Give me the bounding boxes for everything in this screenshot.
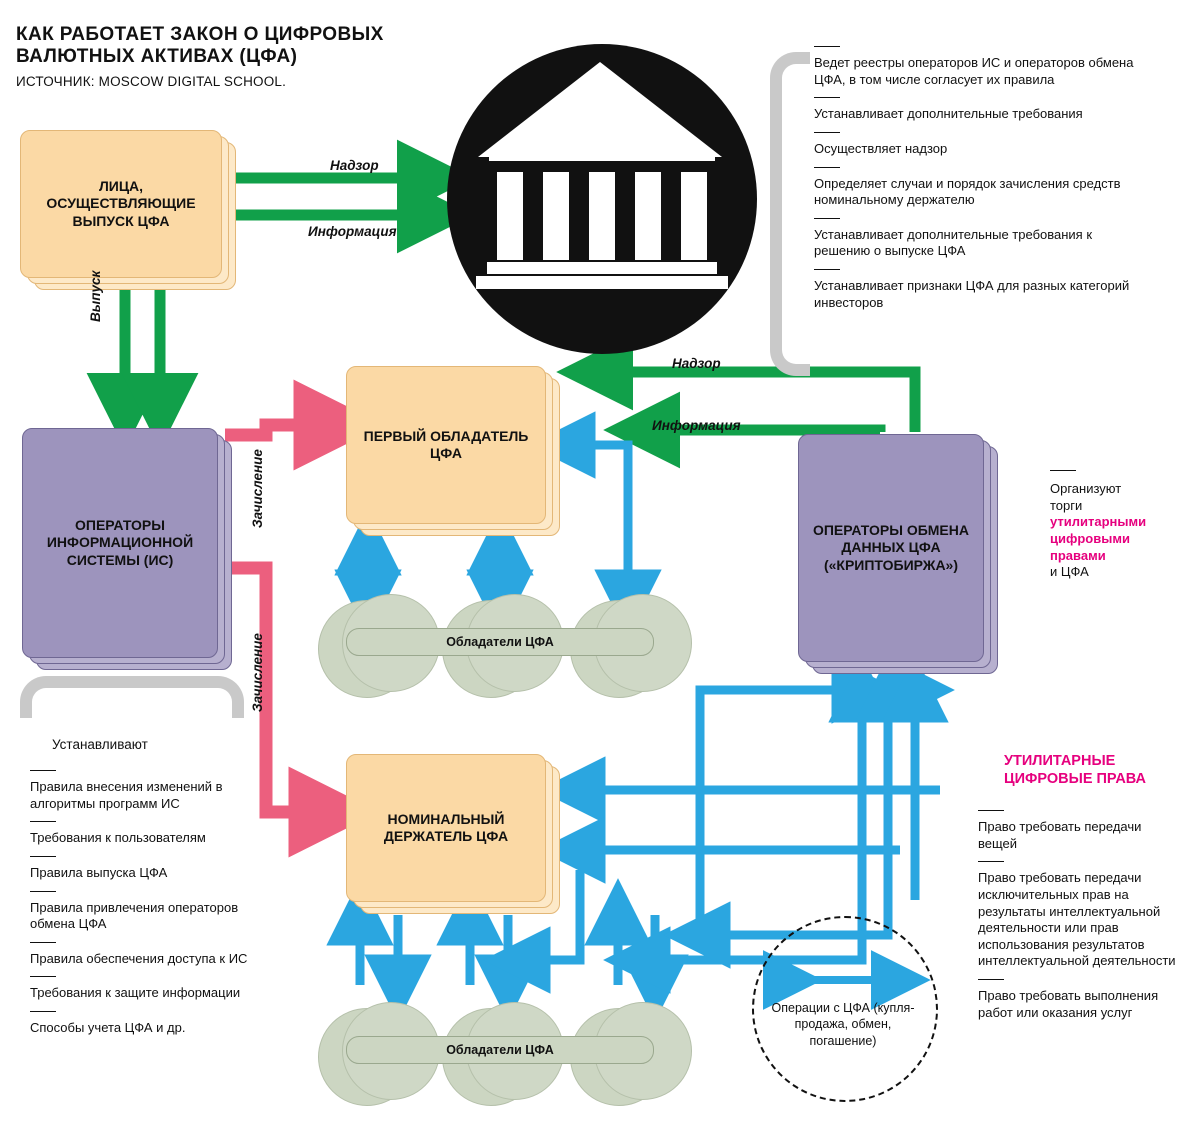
udp-item: Право требовать передачи исключительных прав на результаты интеллектуальной деятельности или прав использования результатов интеллектуальной деятельности (978, 861, 1178, 970)
cb-function-item: Ведет реестры операторов ИС и операторов обмена ЦФА, в том числе согласует их правила (814, 46, 1144, 88)
node-is-operators-label: ОПЕРАТОРЫ ИНФОРМАЦИОННОЙ СИСТЕМЫ (ИС) (46, 516, 194, 568)
flow-label-supervision-top: Надзор (330, 158, 379, 173)
cb-function-item: Устанавливает признаки ЦФА для разных категорий инвесторов (814, 269, 1144, 311)
node-first-owner[interactable] (346, 366, 546, 524)
flow-label-issue: Выпуск (88, 270, 103, 322)
bank-architrave-icon (489, 155, 715, 161)
flow-label-crediting-1: Зачисление (250, 449, 265, 528)
exchange-note (1050, 470, 1180, 590)
flow-label-information-top: Информация (308, 224, 397, 239)
cb-functions-brace (770, 52, 810, 376)
is-rule-item: Требования к пользователям (30, 821, 258, 847)
node-issuers[interactable] (20, 130, 222, 278)
cb-function-item: Определяет случаи и порядок зачисления средств номинальному держателю (814, 167, 1144, 209)
is-rule-item: Требования к защите информации (30, 976, 258, 1002)
operations-text: Операции с ЦФА (купля-продажа, обмен, погашение) (771, 1001, 915, 1048)
bank-roof-icon (478, 62, 722, 157)
flow-label-supervision-right: Надзор (672, 356, 721, 371)
udp-item: Право требовать выполнения работ или оказания услуг (978, 979, 1178, 1021)
node-exchange-operators-label: ОПЕРАТОРЫ ОБМЕНА ДАННЫХ ЦФА («КРИПТОБИРЖА») (812, 521, 969, 573)
exchange-note-highlight: утилитарными цифровыми правами (1050, 514, 1147, 563)
is-rules-list (30, 770, 258, 1046)
is-rules-brace (20, 676, 244, 718)
is-rule-item: Правила внесения изменений в алгоритмы программ ИС (30, 770, 258, 812)
node-nominal-holder-label: НОМИНАЛЬНЫЙ ДЕРЖАТЕЛЬ ЦФА (383, 810, 509, 844)
is-rule-item: Способы учета ЦФА и др. (30, 1011, 258, 1037)
node-is-operators[interactable] (22, 428, 218, 658)
central-bank-label: ЦЕНТРАЛЬНЫЙ БАНК (523, 125, 682, 141)
is-rules-caption-wrap (52, 736, 282, 761)
node-issuers-label: ЛИЦА, ОСУЩЕСТВЛЯЮЩИЕ ВЫПУСК ЦФА (46, 177, 196, 229)
cb-function-item: Устанавливает дополнительные требования к решению о выпуске ЦФА (814, 218, 1144, 260)
is-rules-caption: Устанавливают (52, 737, 148, 752)
flow-label-crediting-2: Зачисление (250, 633, 265, 712)
node-first-owner-label: ПЕРВЫЙ ОБЛАДАТЕЛЬ ЦФА (363, 427, 529, 461)
cb-function-item: Устанавливает дополнительные требования (814, 97, 1144, 123)
owners-bottom-label (346, 1036, 654, 1064)
source-line: ИСТОЧНИК: MOSCOW DIGITAL SCHOOL. (16, 74, 287, 89)
exchange-note-line1: Организуют (1050, 481, 1122, 496)
owners-top-label-text: Обладатели ЦФА (446, 635, 554, 649)
udp-item: Право требовать передачи вещей (978, 810, 1178, 852)
is-rule-item: Правила обеспечения доступа к ИС (30, 942, 258, 968)
is-rule-item: Правила выпуска ЦФА (30, 856, 258, 882)
bank-columns-icon (497, 172, 707, 260)
udp-list (978, 810, 1178, 1030)
node-exchange-operators[interactable] (798, 434, 984, 662)
udp-title: УТИЛИТАРНЫЕ ЦИФРОВЫЕ ПРАВА (1004, 753, 1147, 788)
owners-bottom-label-text: Обладатели ЦФА (446, 1043, 554, 1057)
owners-top-label (346, 628, 654, 656)
cb-functions-list (814, 46, 1144, 320)
cb-function-item: Осуществляет надзор (814, 132, 1144, 158)
is-rule-item: Правила привлечения операторов обмена ЦФА (30, 891, 258, 933)
exchange-note-line3: и ЦФА (1050, 564, 1089, 580)
exchange-note-line2: торги (1050, 497, 1083, 513)
page-title: КАК РАБОТАЕТ ЗАКОН О ЦИФРОВЫХ ВАЛЮТНЫХ АКТИВАХ (ЦФА) (16, 24, 384, 68)
node-nominal-holder[interactable] (346, 754, 546, 902)
bank-plinth-icon (476, 276, 728, 289)
bank-base-icon (487, 262, 717, 274)
exchange-note-rows (1050, 470, 1180, 581)
flow-label-information-right: Информация (652, 418, 741, 433)
